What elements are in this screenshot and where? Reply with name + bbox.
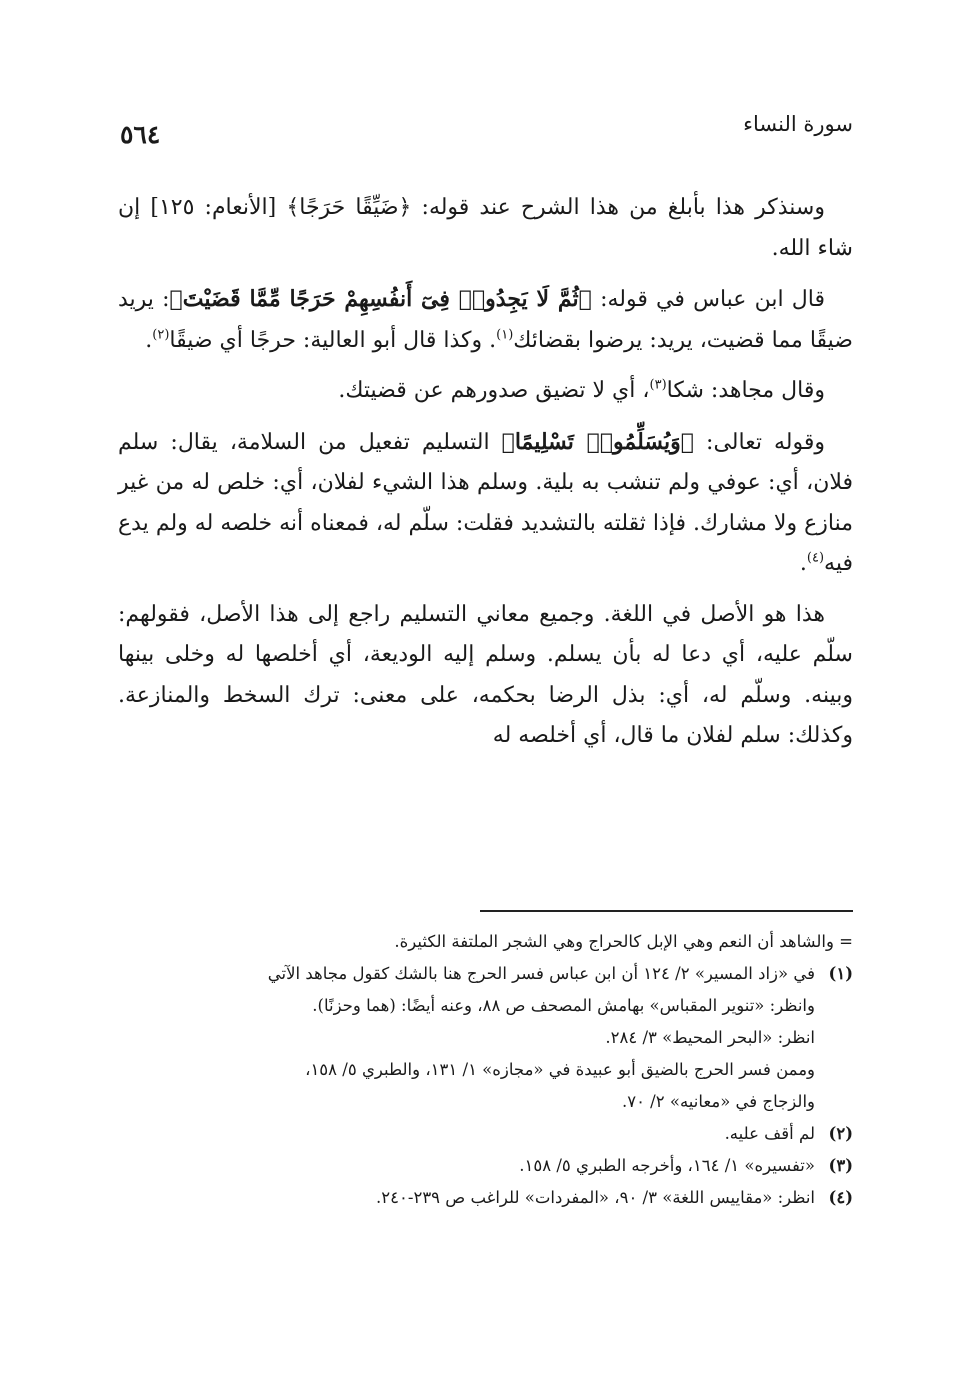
footnote-line: والزجاج في «معانيه» ٢/ ٧٠.	[621, 1092, 815, 1111]
footnote-line: «تفسيره» ١/ ١٦٤، وأخرجه الطبري ٥/ ١٥٨.	[519, 1156, 815, 1175]
footnote-ref: (٣)	[649, 377, 667, 393]
footnote-3	[150, 1150, 853, 1182]
footnote-1	[150, 958, 853, 1118]
text-run: وقال مجاهد: شكا	[666, 378, 825, 403]
footnote-separator	[480, 910, 853, 912]
paragraph-3	[118, 371, 853, 412]
paragraph-1	[118, 188, 853, 269]
paragraph-5-text: هذا هو الأصل في اللغة. وجميع معاني التسليم راجع إلى هذا الأصل، فقولهم: سلّم عليه، أي دعا له بأن يسلم. وسلم إليه الوديعة، أي أخلصها له وخلى بينها وبينه. وسلّم له، أي: بذل الرضا بحكمه، على معنى: ترك السخط والمنازعة. وكذلك: سلم لفلان ما قال، أي أخلصه له	[118, 601, 853, 748]
text-run: . وكذا قال أبو العالية: حرجًا أي ضيقًا	[169, 327, 497, 353]
paragraph-5	[118, 595, 853, 757]
text-run: التسليم تفعيل من السلامة، يقال: سلم فلان، أي: عوفي ولم تنشب به بلية. وسلم هذا الشيء لفلان، أي: خلص له من غير منازع ولا مشارك. فإذا ثقلته بالتشديد فقلت: سلّم له، فمعناه أنه خلصه له ولم يدع فيه	[118, 429, 853, 576]
quran-verse: ﴿ثُمَّ لَا يَجِدُوا۟ فِىٓ أَنفُسِهِمْ حَرَجًا مِّمَّا قَضَيْتَ﴾	[169, 286, 592, 312]
footnote-ref: (٤)	[806, 550, 825, 566]
footnote-ref: (٢)	[152, 327, 170, 343]
footnote-number: (٣)	[828, 1156, 853, 1175]
footnote-body	[150, 958, 815, 1118]
text-run: .	[145, 327, 153, 353]
footnotes	[150, 926, 853, 1214]
page-header	[120, 112, 853, 152]
footnote-line: لم أقف عليه.	[724, 1124, 815, 1143]
footnote-number: (١)	[828, 964, 853, 983]
footnote-line: انظر: «البحر المحيط» ٣/ ٢٨٤.	[605, 1028, 815, 1047]
footnote-line: في «زاد المسير» ٢/ ١٢٤ أن ابن عباس فسر الحرج هنا بالشك كقول مجاهد الآتي	[267, 964, 815, 983]
text-run: .	[799, 551, 807, 576]
running-title: سورة النساء	[743, 112, 853, 136]
main-text	[118, 188, 853, 767]
footnote-line: وانظر: «تنوير المقباس» بهامش المصحف ص ٨٨، وعنه أيضًا: (هما وحزنًا).	[312, 996, 815, 1015]
footnote-4	[150, 1182, 853, 1214]
quran-verse: ﴿وَيُسَلِّمُوا۟ تَسْلِيمًا﴾	[501, 428, 694, 455]
page-number: ٥٦٤	[120, 120, 161, 149]
footnote-number: (٤)	[828, 1188, 853, 1207]
text-run: : يريد ضيقًا مما قضيت، يريد: يرضوا بقضائك	[118, 287, 853, 353]
footnote-2	[150, 1118, 853, 1150]
footnote-continuation	[150, 926, 853, 958]
footnote-number: (٢)	[828, 1124, 853, 1143]
paragraph-1-text: وسنذكر هذا بأبلغ من هذا الشرح عند قوله: ﴿ضَيِّقًا حَرَجًا﴾ [الأنعام: ١٢٥] إن شاء الله.	[118, 195, 853, 261]
text-run: قال ابن عباس في قوله:	[591, 287, 825, 312]
paragraph-2	[118, 279, 853, 361]
text-run: ، أي لا تضيق صدورهم عن قضيتك.	[338, 378, 650, 403]
footnote-ref: (١)	[496, 327, 514, 343]
footnote-text: = والشاهد أن النعم وهي الإبل كالحراج وهي الشجر الملتفة الكثيرة.	[394, 932, 853, 951]
footnote-line: وممن فسر الحرج بالضيق أبو عبيدة في «مجازه» ١/ ١٣١، والطبري ٥/ ١٥٨،	[305, 1060, 815, 1079]
paragraph-4	[118, 422, 853, 585]
footnote-line: انظر: «مقاييس اللغة» ٣/ ٩٠، «المفردات» للراغب ص ٢٣٩-٢٤٠.	[376, 1188, 815, 1207]
text-run: وقوله تعالى:	[694, 429, 825, 455]
